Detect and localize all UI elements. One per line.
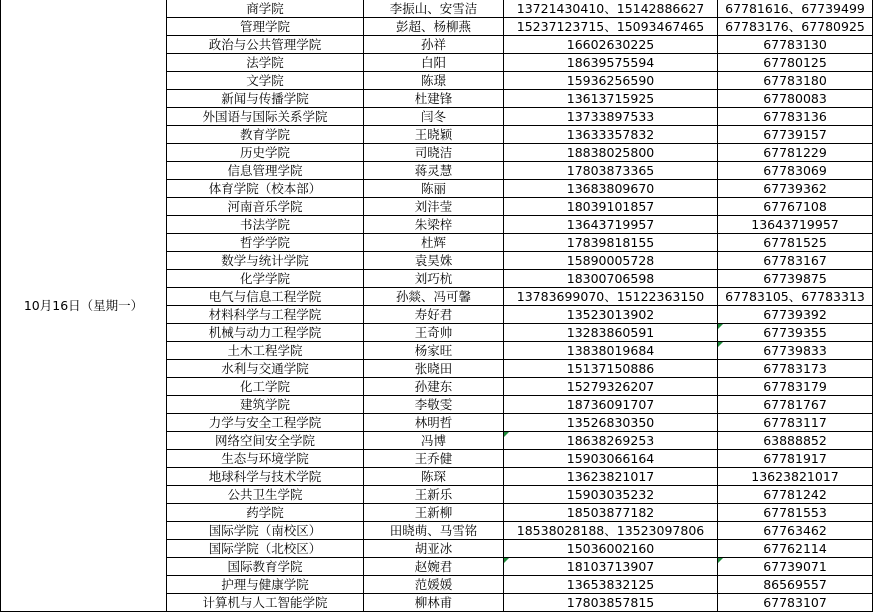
college-name-cell[interactable]: 水利与交通学院 [167,360,364,378]
contact-person-cell[interactable]: 王新乐 [364,486,504,504]
contact-person-cell[interactable]: 张晓田 [364,360,504,378]
college-name-cell[interactable]: 哲学学院 [167,234,364,252]
mobile-number-cell[interactable]: 13526830350 [504,414,718,432]
college-name-cell[interactable]: 商学院 [167,0,364,18]
table-row [1,0,873,18]
mobile-number-cell[interactable]: 17803873365 [504,162,718,180]
office-phone-cell[interactable]: 67781917 [718,450,873,468]
contact-person-cell[interactable]: 王乔健 [364,450,504,468]
mobile-number-cell[interactable]: 15279326207 [504,378,718,396]
office-phone-cell[interactable]: 67739392 [718,306,873,324]
mobile-number-cell[interactable]: 18039101857 [504,198,718,216]
college-name-cell[interactable]: 政治与公共管理学院 [167,36,364,54]
mobile-number-cell[interactable]: 18838025800 [504,144,718,162]
office-phone-cell[interactable]: 67781242 [718,486,873,504]
office-phone-cell[interactable]: 67783130 [718,36,873,54]
mobile-number-cell[interactable]: 15903035232 [504,486,718,504]
office-phone-cell[interactable]: 67783176、67780925 [718,18,873,36]
college-name-cell[interactable]: 公共卫生学院 [167,486,364,504]
college-name-cell[interactable]: 药学院 [167,504,364,522]
office-phone-cell[interactable]: 67783069 [718,162,873,180]
college-name-cell[interactable]: 外国语与国际关系学院 [167,108,364,126]
mobile-number-cell[interactable]: 18103713907 [504,558,718,576]
college-name-cell[interactable]: 书法学院 [167,216,364,234]
contact-table-body [1,0,873,612]
college-name-cell[interactable]: 机械与动力工程学院 [167,324,364,342]
contact-person-cell[interactable]: 柳林甫 [364,594,504,612]
mobile-number-cell[interactable]: 13613715925 [504,90,718,108]
mobile-number-cell[interactable]: 13643719957 [504,216,718,234]
college-name-cell[interactable]: 护理与健康学院 [167,576,364,594]
mobile-number-cell[interactable]: 13283860591 [504,324,718,342]
mobile-number-cell[interactable]: 13683809670 [504,180,718,198]
date-cell[interactable]: 10月16日（星期一） [1,0,167,612]
office-phone-cell[interactable]: 67739833 [718,342,873,360]
mobile-number-cell[interactable]: 15890005728 [504,252,718,270]
mobile-number-cell[interactable]: 16602630225 [504,36,718,54]
contact-person-cell[interactable]: 范媛媛 [364,576,504,594]
mobile-number-cell[interactable]: 13733897533 [504,108,718,126]
contact-person-cell[interactable]: 袁昊姝 [364,252,504,270]
college-name-cell[interactable]: 数学与统计学院 [167,252,364,270]
office-phone-cell[interactable]: 67739362 [718,180,873,198]
office-phone-cell[interactable]: 67739071 [718,558,873,576]
contact-person-cell[interactable]: 孙建东 [364,378,504,396]
contact-person-cell[interactable]: 蒋灵慧 [364,162,504,180]
mobile-number-cell[interactable]: 17803857815 [504,594,718,612]
contact-person-cell[interactable]: 孙燚、冯可馨 [364,288,504,306]
mobile-number-cell[interactable]: 13721430410、15142886627 [504,0,718,18]
office-phone-cell[interactable]: 67763462 [718,522,873,540]
college-name-cell[interactable]: 化学学院 [167,270,364,288]
contact-person-cell[interactable]: 李振山、安雪洁 [364,0,504,18]
college-name-cell[interactable]: 河南音乐学院 [167,198,364,216]
contact-person-cell[interactable]: 刘巧杭 [364,270,504,288]
office-phone-cell[interactable]: 63888852 [718,432,873,450]
college-name-cell[interactable]: 土木工程学院 [167,342,364,360]
college-name-cell[interactable]: 力学与安全工程学院 [167,414,364,432]
office-phone-cell[interactable]: 86569557 [718,576,873,594]
contact-person-cell[interactable]: 孙祥 [364,36,504,54]
mobile-number-cell[interactable]: 18639575594 [504,54,718,72]
mobile-number-cell[interactable]: 13523013902 [504,306,718,324]
college-name-cell[interactable]: 新闻与传播学院 [167,90,364,108]
contact-person-cell[interactable]: 杜辉 [364,234,504,252]
college-name-cell[interactable]: 材料科学与工程学院 [167,306,364,324]
contact-person-cell[interactable]: 胡亚冰 [364,540,504,558]
mobile-number-cell[interactable]: 13653832125 [504,576,718,594]
office-phone-cell[interactable]: 13623821017 [718,468,873,486]
contact-person-cell[interactable]: 赵婉君 [364,558,504,576]
office-phone-cell[interactable]: 13643719957 [718,216,873,234]
college-name-cell[interactable]: 历史学院 [167,144,364,162]
office-phone-cell[interactable]: 67781616、67739499 [718,0,873,18]
college-name-cell[interactable]: 计算机与人工智能学院 [167,594,364,612]
office-phone-cell[interactable]: 67783107 [718,594,873,612]
contact-person-cell[interactable]: 闫冬 [364,108,504,126]
office-phone-cell[interactable]: 67780125 [718,54,873,72]
contact-person-cell[interactable]: 司晓洁 [364,144,504,162]
office-phone-cell[interactable]: 67783167 [718,252,873,270]
mobile-number-cell[interactable]: 18638269253 [504,432,718,450]
office-phone-cell[interactable]: 67781229 [718,144,873,162]
contact-person-cell[interactable]: 王晓颖 [364,126,504,144]
office-phone-cell[interactable]: 67762114 [718,540,873,558]
office-phone-cell[interactable]: 67783173 [718,360,873,378]
contact-person-cell[interactable]: 杜建锋 [364,90,504,108]
contact-person-cell[interactable]: 王新柳 [364,504,504,522]
office-phone-cell[interactable]: 67739355 [718,324,873,342]
contact-person-cell[interactable]: 刘沣莹 [364,198,504,216]
college-name-cell[interactable]: 化工学院 [167,378,364,396]
college-name-cell[interactable]: 信息管理学院 [167,162,364,180]
office-phone-cell[interactable]: 67783105、67783313 [718,288,873,306]
contact-person-cell[interactable]: 寿好君 [364,306,504,324]
college-name-cell[interactable]: 国际学院（南校区） [167,522,364,540]
contact-person-cell[interactable]: 白阳 [364,54,504,72]
office-phone-cell[interactable]: 67781525 [718,234,873,252]
office-phone-cell[interactable]: 67739875 [718,270,873,288]
college-name-cell[interactable]: 管理学院 [167,18,364,36]
college-name-cell[interactable]: 建筑学院 [167,396,364,414]
contact-person-cell[interactable]: 田晓萌、马雪铭 [364,522,504,540]
contact-person-cell[interactable]: 王奇帅 [364,324,504,342]
contact-person-cell[interactable]: 陈琛 [364,468,504,486]
mobile-number-cell[interactable]: 18300706598 [504,270,718,288]
mobile-number-cell[interactable]: 18538028188、13523097806 [504,522,718,540]
college-name-cell[interactable]: 网络空间安全学院 [167,432,364,450]
mobile-number-cell[interactable]: 18503877182 [504,504,718,522]
college-name-cell[interactable]: 电气与信息工程学院 [167,288,364,306]
college-name-cell[interactable]: 国际教育学院 [167,558,364,576]
college-name-cell[interactable]: 体育学院（校本部） [167,180,364,198]
contact-person-cell[interactable]: 彭超、杨柳燕 [364,18,504,36]
office-phone-cell[interactable]: 67781767 [718,396,873,414]
mobile-number-cell[interactable]: 15936256590 [504,72,718,90]
mobile-number-cell[interactable]: 17839818155 [504,234,718,252]
mobile-number-cell[interactable]: 13633357832 [504,126,718,144]
office-phone-cell[interactable]: 67783179 [718,378,873,396]
contact-person-cell[interactable]: 冯博 [364,432,504,450]
mobile-number-cell[interactable]: 15903066164 [504,450,718,468]
office-phone-cell[interactable]: 67783180 [718,72,873,90]
mobile-number-cell[interactable]: 15237123715、15093467465 [504,18,718,36]
office-phone-cell[interactable]: 67783136 [718,108,873,126]
contact-person-cell[interactable]: 李敬雯 [364,396,504,414]
mobile-number-cell[interactable]: 13623821017 [504,468,718,486]
mobile-number-cell[interactable]: 15137150886 [504,360,718,378]
contact-person-cell[interactable]: 朱梁梓 [364,216,504,234]
college-name-cell[interactable]: 生态与环境学院 [167,450,364,468]
contact-person-cell[interactable]: 林明哲 [364,414,504,432]
contact-person-cell[interactable]: 陈丽 [364,180,504,198]
college-name-cell[interactable]: 文学院 [167,72,364,90]
office-phone-cell[interactable]: 67781553 [718,504,873,522]
college-name-cell[interactable]: 地球科学与技术学院 [167,468,364,486]
mobile-number-cell[interactable]: 18736091707 [504,396,718,414]
mobile-number-cell[interactable]: 13838019684 [504,342,718,360]
contact-person-cell[interactable]: 陈璟 [364,72,504,90]
mobile-number-cell[interactable]: 15036002160 [504,540,718,558]
office-phone-cell[interactable]: 67739157 [718,126,873,144]
office-phone-cell[interactable]: 67783117 [718,414,873,432]
office-phone-cell[interactable]: 67780083 [718,90,873,108]
mobile-number-cell[interactable]: 13783699070、15122363150 [504,288,718,306]
office-phone-cell[interactable]: 67767108 [718,198,873,216]
college-name-cell[interactable]: 法学院 [167,54,364,72]
college-name-cell[interactable]: 国际学院（北校区） [167,540,364,558]
contact-person-cell[interactable]: 杨家旺 [364,342,504,360]
college-name-cell[interactable]: 教育学院 [167,126,364,144]
